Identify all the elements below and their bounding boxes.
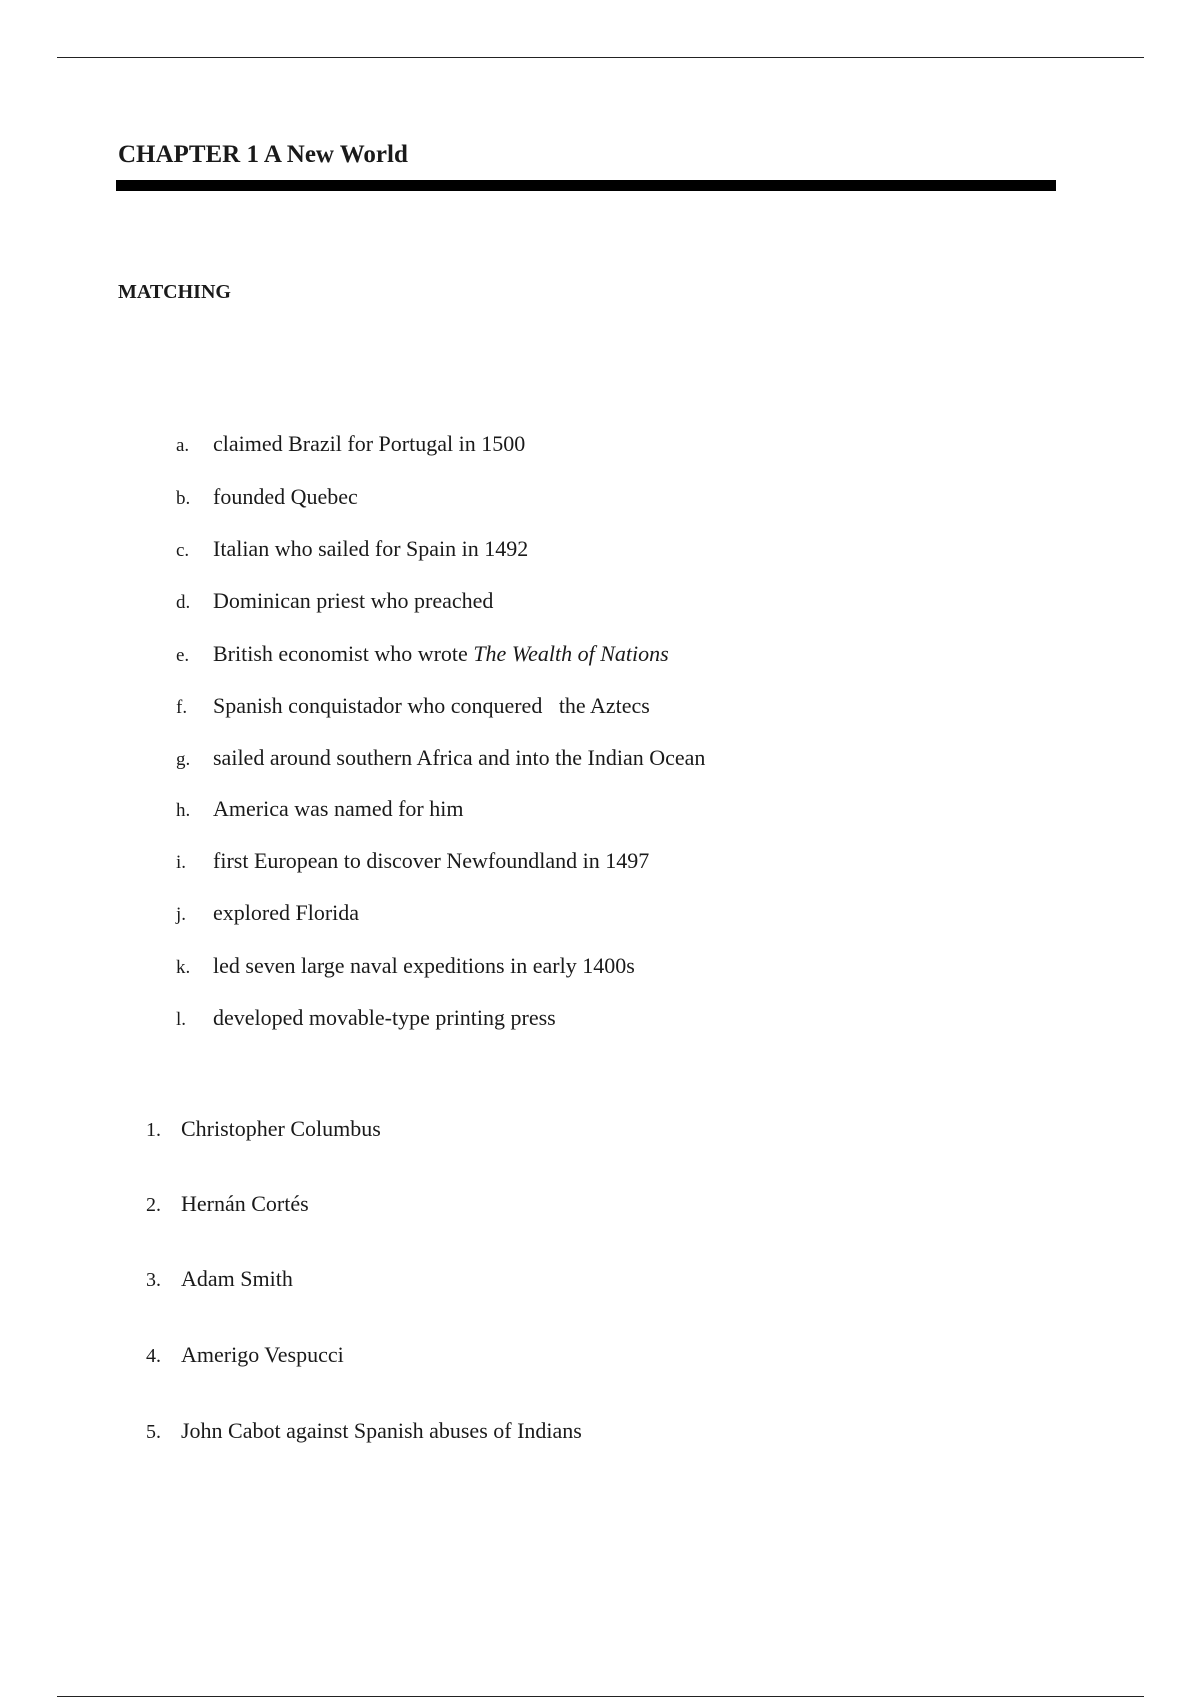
choice-item-i <box>176 850 649 872</box>
choice-letter: k. <box>176 957 191 978</box>
choice-letter: l. <box>176 1009 187 1030</box>
question-text: Adam Smith <box>181 1266 293 1291</box>
choice-text: Dominican priest who preached <box>213 588 494 613</box>
question-number: 1. <box>146 1119 161 1141</box>
question-text: John Cabot against Spanish abuses of Indians <box>181 1418 582 1443</box>
choice-letter: g. <box>176 749 191 770</box>
choice-text: sailed around southern Africa and into the Indian Ocean <box>213 745 706 770</box>
question-item-4 <box>146 1344 344 1366</box>
choice-text: Italian who sailed for Spain in 1492 <box>213 536 529 561</box>
question-item-5 <box>146 1420 582 1442</box>
choice-text: Spanish conquistador who conquered the Aztecs <box>213 693 650 718</box>
question-item-1 <box>146 1118 381 1140</box>
choice-text: America was named for him <box>213 796 464 821</box>
choice-item-a <box>176 433 525 455</box>
choice-item-l <box>176 1007 556 1029</box>
choice-item-d <box>176 590 493 612</box>
question-number: 5. <box>146 1421 161 1443</box>
choice-item-b <box>176 486 358 508</box>
question-text: Amerigo Vespucci <box>181 1342 344 1367</box>
choice-letter: h. <box>176 800 191 821</box>
choice-item-f <box>176 695 650 717</box>
chapter-title: CHAPTER 1 A New World <box>118 141 408 168</box>
choice-text: founded Quebec <box>213 484 358 509</box>
choice-item-e <box>176 643 669 665</box>
choice-letter: j. <box>176 904 187 925</box>
question-item-3 <box>146 1268 293 1290</box>
choice-item-c <box>176 538 528 560</box>
choice-text: developed movable-type printing press <box>213 1005 556 1030</box>
choice-letter: i. <box>176 852 187 873</box>
choice-letter: e. <box>176 645 190 666</box>
choice-item-j <box>176 902 359 924</box>
question-text: Christopher Columbus <box>181 1116 381 1141</box>
choice-text: claimed Brazil for Portugal in 1500 <box>213 431 526 456</box>
question-number: 2. <box>146 1194 161 1216</box>
choice-letter: a. <box>176 435 190 456</box>
question-number: 3. <box>146 1269 161 1291</box>
choice-letter: b. <box>176 488 191 509</box>
choice-item-k <box>176 955 635 977</box>
choice-letter: f. <box>176 697 188 718</box>
choice-item-h <box>176 798 463 820</box>
section-heading: MATCHING <box>118 281 231 303</box>
choice-text: first European to discover Newfoundland in 1497 <box>213 848 650 873</box>
question-item-2 <box>146 1193 309 1215</box>
top-page-rule <box>57 57 1144 58</box>
book-title: The Wealth of Nations <box>473 641 669 666</box>
choice-text: British economist who wrote <box>213 641 474 666</box>
question-number: 4. <box>146 1345 161 1367</box>
choice-text: explored Florida <box>213 900 360 925</box>
choice-item-g <box>176 747 705 769</box>
choice-letter: d. <box>176 592 191 613</box>
choice-letter: c. <box>176 540 190 561</box>
title-underline-bar <box>116 180 1056 191</box>
bottom-page-rule <box>57 1696 1144 1697</box>
choice-text: led seven large naval expeditions in early 1400s <box>213 953 635 978</box>
question-text: Hernán Cortés <box>181 1191 309 1216</box>
